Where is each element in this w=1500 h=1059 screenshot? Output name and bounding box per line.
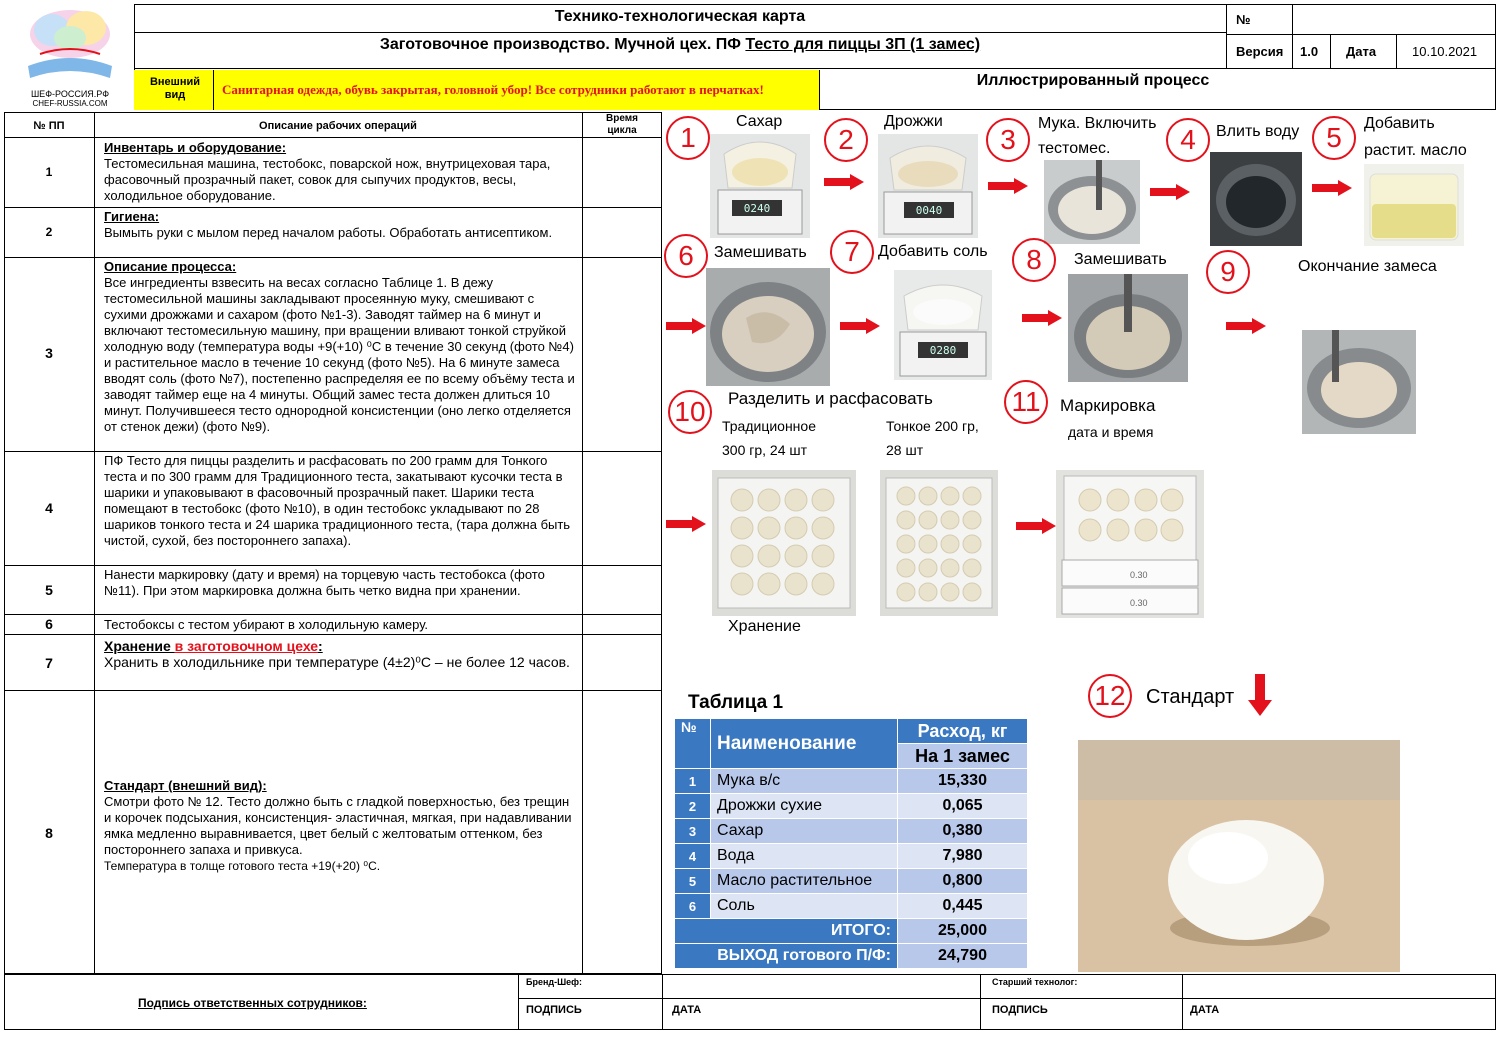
row-body: Тестобоксы с тестом убирают в холодильную камеру.: [104, 617, 429, 632]
appearance-label: Внешний вид: [149, 76, 201, 101]
divider: [4, 451, 662, 452]
row-title: Гигиена:: [104, 209, 160, 224]
table-row: [675, 819, 1028, 844]
step-number: 11: [1004, 380, 1048, 424]
sign-field-2[interactable]: ПОДПИСЬ: [992, 1004, 1048, 1016]
row-num: 3: [45, 345, 53, 361]
table1-yield-value: 24,790: [898, 944, 1028, 969]
row-num: 4: [45, 500, 53, 516]
thin-label-2: 28 шт: [886, 442, 924, 458]
row-title-red: в заготовочном цехе: [174, 638, 319, 654]
trad-label: Традиционное: [722, 418, 816, 434]
row-text: [104, 778, 578, 874]
table-row: [675, 844, 1028, 869]
step-label-2: растит. масло: [1364, 142, 1467, 159]
row-body: Хранить в холодильнике при температуре (4±2)⁰С – не более 12 часов.: [104, 654, 570, 670]
arrow-right-icon: [840, 318, 880, 334]
row-text: [104, 617, 578, 633]
table-row: [675, 894, 1028, 919]
chef-hat-logo-icon: [10, 4, 130, 84]
step-label: Сахар: [736, 113, 783, 130]
divider: [1182, 974, 1183, 1030]
logo-line1: ШЕФ-РОССИЯ.РФ: [30, 89, 110, 99]
row-body: ПФ Тесто для пиццы разделить и расфасовать по 200 грамм для Тонкого теста и по 300 грамм для Традиционного теста, закатывают кусочки теста в шарики и упаковывают в фасовочный прозрачный пакет. Шарики теста помещают в тестобокс (фото №10), в один тестобокс укладывают по 28 шариков тонкого теста и 24 шарика традиционного теста, (тара должна быть чистой, сухой, без постороннего запаха).: [104, 453, 571, 548]
thin-label: Тонкое 200 гр,: [886, 418, 979, 434]
row-num: 7: [45, 655, 53, 671]
table1-item-num: 5: [675, 869, 711, 894]
date-label: Дата: [1346, 44, 1377, 59]
table1-item-value: 0,445: [898, 894, 1028, 919]
row-num: 6: [45, 616, 53, 632]
subtitle-prefix: Заготовочное производство. Мучной цех. ПФ: [379, 36, 746, 53]
col-time-header: Время цикла: [606, 113, 638, 136]
table1-item-name: Масло растительное: [711, 869, 898, 894]
divider: [1396, 34, 1397, 68]
step-label: Разделить и расфасовать: [728, 389, 933, 408]
row-text: [104, 567, 578, 599]
row-text: [104, 140, 578, 204]
row-title: Хранение: [104, 638, 175, 654]
table1-item-num: 6: [675, 894, 711, 919]
step-label: Добавить соль: [878, 243, 988, 260]
page-subtitle: [134, 36, 1226, 54]
step-label: Окончание замеса: [1298, 258, 1437, 275]
table1-total-value: 25,000: [898, 919, 1028, 944]
step-label: Замешивать: [1074, 251, 1167, 268]
version-label: Версия: [1236, 44, 1284, 59]
step-label: Дрожжи: [884, 113, 943, 130]
row-body: Смотри фото № 12. Тесто должно быть с гладкой поверхностью, без трещин и корочек подсыхания, консистенция- эластичная, мягкая, при надавливании ямка медленно выравнивается, цвет белый с желтоватым оттенком, без постороннего запаха и привкуса.: [104, 794, 572, 857]
senior-tech-label: Старший технолог:: [992, 977, 1078, 987]
table1-item-num: 4: [675, 844, 711, 869]
row-text: [104, 209, 578, 241]
divider: [134, 68, 1496, 69]
col-desc-header: Описание рабочих операций: [259, 120, 417, 132]
logo-line2: CHEF-RUSSIA.COM: [32, 99, 108, 108]
arrow-right-icon: [1226, 318, 1266, 334]
step-number: 8: [1012, 238, 1056, 282]
row-body: Тестомесильная машина, тестобокс, поварской нож, внутрицеховая тара, фасовочный прозрачный пакет, совок для сыпучих продуктов, весы, холодильное оборудование.: [104, 156, 551, 203]
doughbox-trad-photo: [712, 470, 856, 616]
divider: [4, 634, 662, 635]
table1-item-num: 2: [675, 794, 711, 819]
scale-reading: 0280: [929, 344, 957, 357]
step-number: 9: [1206, 250, 1250, 294]
row-title-end: :: [318, 638, 323, 654]
table1-item-value: 0,800: [898, 869, 1028, 894]
divider: [1292, 4, 1293, 68]
step-number: 7: [830, 230, 874, 274]
version-value: 1.0: [1300, 44, 1319, 59]
step-number: 5: [1312, 116, 1356, 160]
divider: [4, 137, 662, 138]
table1-caption: Таблица 1: [688, 692, 784, 713]
divider: [980, 974, 981, 1030]
table1-num-header: №: [675, 719, 711, 769]
divider: [94, 112, 95, 974]
step-label: Добавить: [1364, 115, 1435, 132]
divider: [1226, 4, 1227, 68]
no-label: №: [1236, 12, 1251, 27]
mixer-photo-3: [1044, 160, 1140, 244]
step-number: 1: [666, 116, 710, 160]
row-num: 2: [45, 225, 53, 239]
table-row: [675, 919, 1028, 944]
row-num: 5: [45, 582, 53, 598]
box-label: 0.30: [1130, 570, 1148, 580]
divider: [1226, 34, 1496, 35]
step-number: 3: [986, 118, 1030, 162]
page-title: Технико-технологическая карта: [554, 8, 806, 25]
box-label: 0.30: [1130, 598, 1148, 608]
table1-item-value: 0,065: [898, 794, 1028, 819]
row-text: [104, 453, 578, 549]
row-text: [104, 638, 578, 670]
divider: [4, 565, 662, 566]
mixer-photo-8: [1068, 274, 1188, 382]
step-label: Маркировка: [1060, 396, 1156, 415]
footer-sign-label: Подпись ответственных сотрудников:: [138, 996, 367, 1010]
row-body-2: Температура в толще готового теста +19(+20) ⁰С.: [104, 859, 381, 873]
standard-dough-photo: [1078, 740, 1400, 972]
row-text: [104, 259, 578, 435]
mixer-photo-6: [706, 268, 830, 386]
divider: [518, 974, 519, 1030]
divider: [4, 614, 662, 615]
arrow-right-icon: [1150, 184, 1190, 200]
table1-rate-header: Расход, кг: [898, 719, 1028, 744]
arrow-right-icon: [666, 318, 706, 334]
step-label: Стандарт: [1146, 686, 1235, 708]
step-number: 10: [668, 390, 712, 434]
date-field-1[interactable]: ДАТА: [672, 1004, 702, 1016]
arrow-right-icon: [1022, 310, 1062, 326]
oil-photo-5: [1364, 164, 1464, 246]
date-field-2[interactable]: ДАТА: [1190, 1004, 1220, 1016]
col-num-header: № ПП: [33, 120, 65, 132]
scale-photo-2: [878, 134, 978, 238]
divider: [518, 998, 1496, 999]
step-label: Мука. Включить: [1038, 115, 1157, 132]
table1-item-value: 7,980: [898, 844, 1028, 869]
divider: [134, 32, 1226, 33]
step-number: 4: [1166, 118, 1210, 162]
logo: [10, 4, 130, 108]
sign-field-1[interactable]: ПОДПИСЬ: [526, 1004, 582, 1016]
table1-item-name: Дрожжи сухие: [711, 794, 898, 819]
row-body: Вымыть руки с мылом перед началом работы. Обработать антисептиком.: [104, 225, 553, 240]
table-row: [675, 769, 1028, 794]
row-title: Инвентарь и оборудование:: [104, 140, 287, 155]
step-label: Замешивать: [714, 244, 807, 261]
table1-item-value: 0,380: [898, 819, 1028, 844]
doughbox-thin-photo: [880, 470, 998, 616]
row-num: 8: [45, 825, 53, 841]
table1-batch-header: На 1 замес: [898, 744, 1028, 769]
step-label: Влить воду: [1216, 123, 1300, 140]
arrow-right-icon: [988, 178, 1028, 194]
table1: [674, 718, 1028, 969]
date-value: 10.10.2021: [1412, 44, 1478, 59]
divider: [4, 257, 662, 258]
row-body: Все ингредиенты взвесить на весах согласно Таблице 1. В дежу тестомесильной машины закладывают просеянную муку, смешивают с сухими дрожжами и сахаром (фото №1-3). Заводят таймер на 6 минут и включают тестомесильную машину, при вращении вливают тонкой струйкой холодную воду (температура воды +9(+10) ⁰С в течение 30 секунд (фото №4) и растительное масло в течение 10 секунд (фото №5). На 6 минуте замеса вводят соль (фото №7), постепенно распределяя ее по всему объёму теста и заводят таймер еще на 4 минуты. Общий замес теста должен длиться 10 минут. Получившееся тесто однородной консистенции (оно легко отделяется от стенок дежи) (фото №9).: [104, 275, 575, 434]
scale-photo-7: [894, 270, 992, 380]
table1-yield-label: ВЫХОД готового П/Ф:: [675, 944, 898, 969]
scale-reading: 0240: [743, 202, 771, 215]
water-bowl-photo-4: [1210, 152, 1302, 246]
subtitle-product: Тесто для пиццы 3П (1 замес): [745, 36, 981, 53]
scale-reading: 0040: [915, 204, 943, 217]
arrow-right-icon: [666, 516, 706, 532]
doughbox-stack-photo: [1056, 470, 1204, 618]
brand-chef-label: Бренд-Шеф:: [526, 977, 583, 987]
dough-photo-9: [1302, 330, 1416, 434]
arrow-right-icon: [1312, 180, 1352, 196]
table1-item-name: Соль: [711, 894, 898, 919]
table1-item-name: Сахар: [711, 819, 898, 844]
table-row: [675, 944, 1028, 969]
row-title: Стандарт (внешний вид):: [104, 778, 267, 793]
arrow-right-icon: [1016, 518, 1056, 534]
arrow-right-icon: [824, 174, 864, 190]
divider: [582, 112, 583, 974]
row-title: Описание процесса:: [104, 259, 237, 274]
illustrated-title: Иллюстрированный процесс: [976, 72, 1210, 89]
table1-item-num: 1: [675, 769, 711, 794]
table-row: [675, 794, 1028, 819]
table1-item-value: 15,330: [898, 769, 1028, 794]
scale-photo-1: [710, 134, 810, 238]
divider: [4, 690, 662, 691]
step-number: 2: [824, 118, 868, 162]
table1-total-label: ИТОГО:: [675, 919, 898, 944]
step-number: 12: [1088, 674, 1132, 718]
table1-item-name: Мука в/с: [711, 769, 898, 794]
divider: [1330, 34, 1331, 68]
arrow-down-icon: [1248, 674, 1272, 716]
divider: [4, 207, 662, 208]
step-label-2: дата и время: [1068, 424, 1154, 440]
table1-name-header: Наименование: [711, 719, 898, 769]
step-number: 6: [664, 234, 708, 278]
table1-item-num: 3: [675, 819, 711, 844]
sanitary-note: Санитарная одежда, обувь закрытая, головной убор! Все сотрудники работают в перчатках!: [222, 82, 764, 97]
table1-item-name: Вода: [711, 844, 898, 869]
table-row: [675, 869, 1028, 894]
storage-label: Хранение: [728, 618, 801, 635]
step-label-2: тестомес.: [1038, 140, 1111, 157]
trad-label-2: 300 гр, 24 шт: [722, 442, 808, 458]
divider: [662, 974, 663, 1030]
row-num: 1: [45, 165, 53, 179]
row-body: Нанести маркировку (дату и время) на торцевую часть тестобокса (фото №11). При этом маркировка должна быть четко видна при хранении.: [104, 567, 545, 598]
